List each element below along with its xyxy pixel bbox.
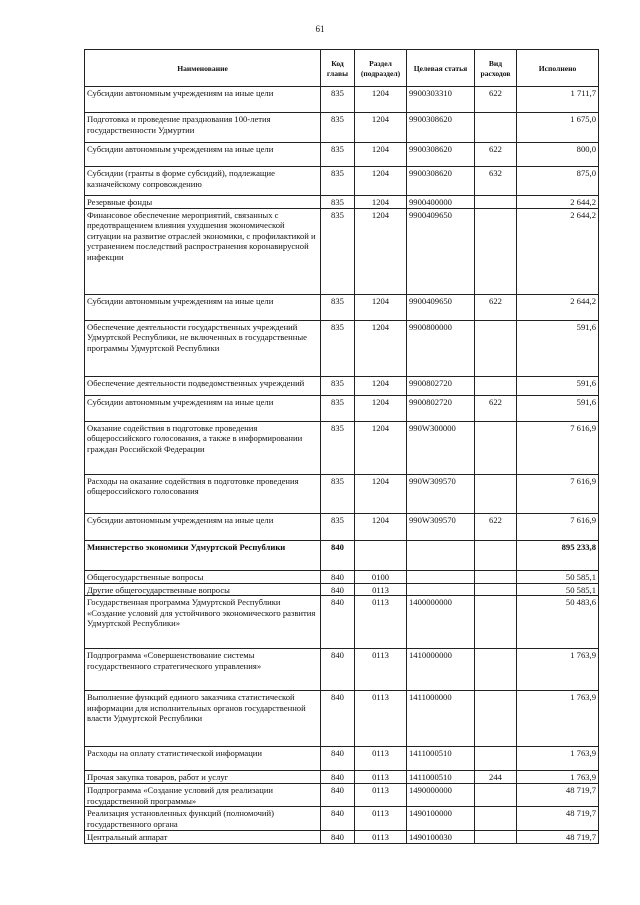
- cell-razdel: 1204: [355, 320, 407, 376]
- cell-statya: 1410000000: [407, 649, 475, 691]
- table-row: [85, 395, 599, 421]
- cell-amount: 50 585,1: [517, 583, 599, 596]
- table-row: [85, 294, 599, 320]
- cell-glava: 835: [321, 294, 355, 320]
- cell-vid: [475, 208, 517, 294]
- cell-amount: 591,6: [517, 376, 599, 395]
- cell-amount: 875,0: [517, 167, 599, 196]
- cell-name: Общегосударственные вопросы: [85, 570, 321, 583]
- cell-statya: 9900400000: [407, 196, 475, 209]
- cell-vid: [475, 784, 517, 807]
- cell-statya: 990W300000: [407, 421, 475, 474]
- cell-razdel: 1204: [355, 113, 407, 143]
- cell-glava: 840: [321, 583, 355, 596]
- cell-name: Субсидии (гранты в форме субсидий), подлежащие казначейскому сопровождению: [85, 167, 321, 196]
- table-row: [85, 421, 599, 474]
- cell-statya: 990W309570: [407, 474, 475, 513]
- cell-glava: 835: [321, 167, 355, 196]
- table-row: [85, 196, 599, 209]
- cell-razdel: 1204: [355, 395, 407, 421]
- table-row: [85, 87, 599, 113]
- cell-razdel: 0113: [355, 596, 407, 649]
- table-row: [85, 691, 599, 747]
- cell-vid: [475, 831, 517, 844]
- cell-glava: 835: [321, 196, 355, 209]
- cell-name: Подпрограмма «Совершенствование системы государственного стратегического управления»: [85, 649, 321, 691]
- cell-vid: [475, 474, 517, 513]
- table-row: [85, 376, 599, 395]
- cell-vid: [475, 596, 517, 649]
- cell-vid: [475, 113, 517, 143]
- cell-name: Подготовка и проведение празднования 100-летия государственности Удмуртии: [85, 113, 321, 143]
- cell-statya: 1490100000: [407, 807, 475, 831]
- cell-glava: 840: [321, 771, 355, 784]
- table-body: [85, 87, 599, 844]
- table-row: [85, 747, 599, 771]
- cell-razdel: 0100: [355, 570, 407, 583]
- header-razdel: Раздел (подраздел): [355, 50, 407, 87]
- cell-name: Расходы на оказание содействия в подготовке проведения общероссийского голосования: [85, 474, 321, 513]
- cell-amount: 7 616,9: [517, 513, 599, 540]
- cell-statya: [407, 583, 475, 596]
- cell-vid: 622: [475, 513, 517, 540]
- cell-amount: 1 763,9: [517, 691, 599, 747]
- cell-name: Государственная программа Удмуртской Республики «Создание условий для устойчивого экономического развития Удмуртской Республики»: [85, 596, 321, 649]
- cell-vid: 622: [475, 87, 517, 113]
- table-row: [85, 596, 599, 649]
- cell-razdel: 1204: [355, 208, 407, 294]
- table-row: [85, 513, 599, 540]
- cell-statya: 9900800000: [407, 320, 475, 376]
- table-row: [85, 649, 599, 691]
- cell-amount: 1 763,9: [517, 771, 599, 784]
- cell-amount: 7 616,9: [517, 474, 599, 513]
- cell-statya: 9900308620: [407, 143, 475, 167]
- cell-razdel: 1204: [355, 87, 407, 113]
- cell-statya: 1411000510: [407, 747, 475, 771]
- cell-statya: 9900303310: [407, 87, 475, 113]
- cell-amount: 48 719,7: [517, 807, 599, 831]
- cell-name: Субсидии автономным учреждениям на иные цели: [85, 87, 321, 113]
- cell-amount: 591,6: [517, 320, 599, 376]
- cell-amount: 50 585,1: [517, 570, 599, 583]
- cell-name: Подпрограмма «Создание условий для реализации государственной программы»: [85, 784, 321, 807]
- cell-name: Оказание содействия в подготовке проведения общероссийского голосования, а также в информировании граждан Российской Федерации: [85, 421, 321, 474]
- cell-amount: 48 719,7: [517, 831, 599, 844]
- cell-name: Субсидии автономным учреждениям на иные цели: [85, 294, 321, 320]
- cell-name: Реализация установленных функций (полномочий) государственного органа: [85, 807, 321, 831]
- cell-statya: [407, 540, 475, 570]
- table-row: [85, 113, 599, 143]
- cell-razdel: 1204: [355, 513, 407, 540]
- cell-glava: 840: [321, 784, 355, 807]
- cell-name: Выполнение функций единого заказчика статистической информации для исполнительных органов государственной власти Удмуртской Республики: [85, 691, 321, 747]
- cell-glava: 840: [321, 691, 355, 747]
- table-row: [85, 570, 599, 583]
- cell-statya: 9900802720: [407, 376, 475, 395]
- cell-vid: [475, 747, 517, 771]
- cell-amount: 1 763,9: [517, 649, 599, 691]
- cell-razdel: 1204: [355, 376, 407, 395]
- cell-glava: 835: [321, 513, 355, 540]
- cell-razdel: 0113: [355, 691, 407, 747]
- cell-razdel: 0113: [355, 784, 407, 807]
- cell-amount: 895 233,8: [517, 540, 599, 570]
- cell-name: Финансовое обеспечение мероприятий, связанных с предотвращением влияния ухудшения экономической ситуации на развитие отраслей экономики, с профилактикой и устранением последствий распространения коронавирусной инфекции: [85, 208, 321, 294]
- cell-statya: 1490100030: [407, 831, 475, 844]
- cell-amount: 48 719,7: [517, 784, 599, 807]
- cell-razdel: 1204: [355, 421, 407, 474]
- cell-amount: 591,6: [517, 395, 599, 421]
- cell-vid: [475, 196, 517, 209]
- cell-amount: 7 616,9: [517, 421, 599, 474]
- cell-vid: [475, 570, 517, 583]
- cell-name: Обеспечение деятельности подведомственных учреждений: [85, 376, 321, 395]
- table-row: [85, 540, 599, 570]
- table-row: [85, 320, 599, 376]
- cell-statya: 9900308620: [407, 167, 475, 196]
- cell-statya: 1490000000: [407, 784, 475, 807]
- cell-vid: [475, 376, 517, 395]
- cell-amount: 2 644,2: [517, 294, 599, 320]
- table-row: [85, 208, 599, 294]
- cell-glava: 835: [321, 208, 355, 294]
- cell-razdel: 1204: [355, 196, 407, 209]
- cell-statya: [407, 570, 475, 583]
- cell-glava: 840: [321, 747, 355, 771]
- cell-vid: [475, 540, 517, 570]
- cell-vid: 622: [475, 294, 517, 320]
- cell-vid: [475, 691, 517, 747]
- cell-statya: 9900308620: [407, 113, 475, 143]
- cell-razdel: 0113: [355, 747, 407, 771]
- cell-vid: [475, 421, 517, 474]
- cell-amount: 2 644,2: [517, 208, 599, 294]
- table-row: [85, 583, 599, 596]
- header-glava: Код главы: [321, 50, 355, 87]
- cell-vid: 622: [475, 143, 517, 167]
- cell-razdel: 0113: [355, 831, 407, 844]
- cell-statya: 9900409650: [407, 208, 475, 294]
- cell-razdel: 0113: [355, 771, 407, 784]
- table-row: [85, 143, 599, 167]
- cell-name: Резервные фонды: [85, 196, 321, 209]
- cell-name: Центральный аппарат: [85, 831, 321, 844]
- header-statya: Целевая статья: [407, 50, 475, 87]
- cell-name: Субсидии автономным учреждениям на иные цели: [85, 395, 321, 421]
- table-row: [85, 807, 599, 831]
- cell-razdel: 0113: [355, 583, 407, 596]
- cell-glava: 840: [321, 649, 355, 691]
- cell-razdel: 1204: [355, 143, 407, 167]
- cell-glava: 840: [321, 596, 355, 649]
- cell-glava: 835: [321, 474, 355, 513]
- cell-razdel: 0113: [355, 649, 407, 691]
- table-header-row: [85, 50, 599, 87]
- cell-statya: 9900409650: [407, 294, 475, 320]
- cell-amount: 1 675,0: [517, 113, 599, 143]
- cell-glava: 835: [321, 376, 355, 395]
- cell-glava: 835: [321, 113, 355, 143]
- header-name: Наименование: [85, 50, 321, 87]
- cell-razdel: 1204: [355, 474, 407, 513]
- table-row: [85, 474, 599, 513]
- page-number: 61: [315, 24, 325, 34]
- cell-amount: 1 711,7: [517, 87, 599, 113]
- cell-statya: 9900802720: [407, 395, 475, 421]
- table-row: [85, 784, 599, 807]
- cell-statya: 1411000510: [407, 771, 475, 784]
- cell-statya: 1400000000: [407, 596, 475, 649]
- cell-amount: 800,0: [517, 143, 599, 167]
- cell-vid: [475, 807, 517, 831]
- cell-name: Министерство экономики Удмуртской Республики: [85, 540, 321, 570]
- header-vid: Вид расходов: [475, 50, 517, 87]
- table-row: [85, 167, 599, 196]
- cell-glava: 835: [321, 395, 355, 421]
- cell-glava: 840: [321, 807, 355, 831]
- cell-amount: 50 483,6: [517, 596, 599, 649]
- cell-vid: 244: [475, 771, 517, 784]
- cell-glava: 835: [321, 421, 355, 474]
- cell-name: Субсидии автономным учреждениям на иные цели: [85, 513, 321, 540]
- cell-vid: [475, 320, 517, 376]
- cell-glava: 835: [321, 320, 355, 376]
- budget-table: [84, 49, 599, 844]
- cell-glava: 840: [321, 831, 355, 844]
- cell-vid: 632: [475, 167, 517, 196]
- cell-razdel: 1204: [355, 294, 407, 320]
- table-row: [85, 771, 599, 784]
- cell-glava: 840: [321, 540, 355, 570]
- cell-razdel: 0113: [355, 807, 407, 831]
- cell-statya: 990W309570: [407, 513, 475, 540]
- table-row: [85, 831, 599, 844]
- cell-vid: 622: [475, 395, 517, 421]
- cell-glava: 835: [321, 87, 355, 113]
- cell-glava: 840: [321, 570, 355, 583]
- cell-statya: 1411000000: [407, 691, 475, 747]
- cell-name: Расходы на оплату статистической информации: [85, 747, 321, 771]
- cell-vid: [475, 649, 517, 691]
- cell-name: Субсидии автономным учреждениям на иные цели: [85, 143, 321, 167]
- cell-name: Другие общегосударственные вопросы: [85, 583, 321, 596]
- header-amount: Исполнено: [517, 50, 599, 87]
- cell-amount: 1 763,9: [517, 747, 599, 771]
- cell-name: Обеспечение деятельности государственных учреждений Удмуртской Республики, не включенных в государственные программы Удмуртской Республики: [85, 320, 321, 376]
- cell-amount: 2 644,2: [517, 196, 599, 209]
- cell-razdel: 1204: [355, 167, 407, 196]
- cell-vid: [475, 583, 517, 596]
- cell-razdel: [355, 540, 407, 570]
- cell-glava: 835: [321, 143, 355, 167]
- cell-name: Прочая закупка товаров, работ и услуг: [85, 771, 321, 784]
